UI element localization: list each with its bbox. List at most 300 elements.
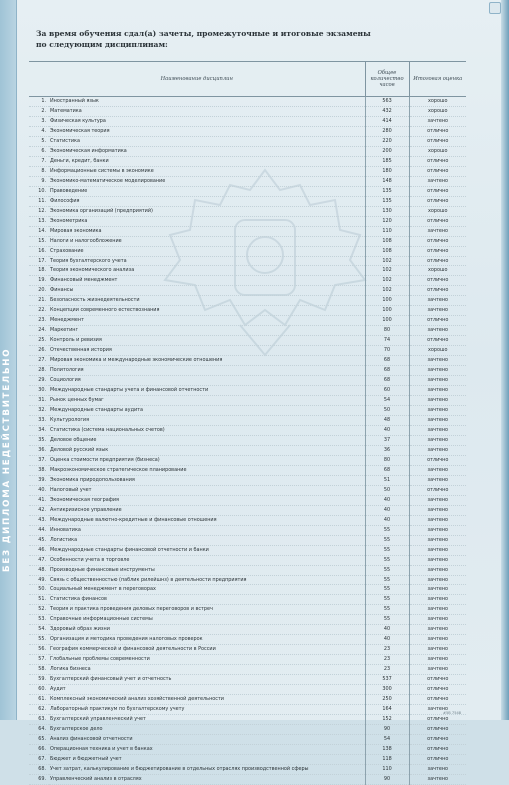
- hours-value: 37: [365, 435, 409, 445]
- hours-value: 300: [365, 685, 409, 695]
- table-row: [29, 685, 466, 695]
- hours-value: 54: [365, 396, 409, 406]
- subject-name: Комплексный экономический анализ хозяйственной деятельности: [49, 695, 365, 705]
- hours-value: 23: [365, 645, 409, 655]
- subject-name: Отечественная история: [49, 346, 365, 356]
- table-row: [29, 326, 466, 336]
- row-number: 3.: [29, 116, 49, 126]
- subject-name: Философия: [49, 196, 365, 206]
- subject-name: Теория и практика проведения деловых переговоров и встреч: [49, 605, 365, 615]
- hours-value: 138: [365, 744, 409, 754]
- row-number: 5.: [29, 136, 49, 146]
- row-number: 46.: [29, 545, 49, 555]
- grade-value: зачтено: [409, 326, 466, 336]
- hours-value: 60: [365, 386, 409, 396]
- table-row: [29, 416, 466, 426]
- table-row: [29, 625, 466, 635]
- grade-value: зачтено: [409, 376, 466, 386]
- row-number: 43.: [29, 515, 49, 525]
- hours-value: 55: [365, 555, 409, 565]
- subject-name: География коммерческой и финансовой деятельности в России: [49, 645, 365, 655]
- row-number: 56.: [29, 645, 49, 655]
- row-number: 16.: [29, 246, 49, 256]
- table-row: [29, 156, 466, 166]
- table-row: [29, 595, 466, 605]
- hours-value: 55: [365, 535, 409, 545]
- form-code: #5В 7548: [443, 711, 462, 715]
- grades-table: [29, 61, 466, 785]
- subject-name: Математика: [49, 106, 365, 116]
- hours-value: 55: [365, 525, 409, 535]
- table-row: [29, 465, 466, 475]
- table-row: [29, 136, 466, 146]
- row-number: 31.: [29, 396, 49, 406]
- grade-value: отлично: [409, 485, 466, 495]
- row-number: 26.: [29, 346, 49, 356]
- subject-name: Экономическая география: [49, 495, 365, 505]
- subject-name: Учет затрат, калькулирование и бюджетирование в отдельных отраслях производственной сферы: [49, 764, 365, 774]
- hours-value: 74: [365, 336, 409, 346]
- table-row: [29, 336, 466, 346]
- grade-value: зачтено: [409, 555, 466, 565]
- table-row: [29, 695, 466, 705]
- grade-value: отлично: [409, 725, 466, 735]
- hours-value: 70: [365, 346, 409, 356]
- hours-value: 40: [365, 425, 409, 435]
- table-row: [29, 535, 466, 545]
- grades-table-body: [29, 97, 466, 785]
- grade-value: отлично: [409, 256, 466, 266]
- hours-value: 55: [365, 615, 409, 625]
- table-row: [29, 97, 466, 107]
- hours-value: 563: [365, 97, 409, 107]
- row-number: 52.: [29, 605, 49, 615]
- row-number: 28.: [29, 366, 49, 376]
- hours-value: 110: [365, 226, 409, 236]
- row-number: 39.: [29, 475, 49, 485]
- hours-value: 23: [365, 665, 409, 675]
- table-row: [29, 356, 466, 366]
- grade-value: отлично: [409, 196, 466, 206]
- row-number: 55.: [29, 635, 49, 645]
- table-row: [29, 296, 466, 306]
- grade-value: зачтено: [409, 535, 466, 545]
- row-number: 53.: [29, 615, 49, 625]
- subject-name: Деловой русский язык: [49, 445, 365, 455]
- row-number: 34.: [29, 425, 49, 435]
- table-row: [29, 455, 466, 465]
- grade-value: зачтено: [409, 425, 466, 435]
- row-number: 27.: [29, 356, 49, 366]
- table-row: [29, 605, 466, 615]
- hours-value: 185: [365, 156, 409, 166]
- table-row: [29, 585, 466, 595]
- hours-value: 50: [365, 485, 409, 495]
- grade-value: зачтено: [409, 635, 466, 645]
- grade-value: хорошо: [409, 206, 466, 216]
- subject-name: Финансовый менеджмент: [49, 276, 365, 286]
- subject-name: Особенности учета в торговле: [49, 555, 365, 565]
- subject-name: Международные валютно-кредитные и финансовые отношения: [49, 515, 365, 525]
- grade-value: отлично: [409, 685, 466, 695]
- table-row: [29, 665, 466, 675]
- grade-value: зачтено: [409, 705, 466, 715]
- grade-value: отлично: [409, 286, 466, 296]
- table-row: [29, 774, 466, 784]
- table-row: [29, 286, 466, 296]
- grade-value: отлично: [409, 675, 466, 685]
- grade-value: зачтено: [409, 575, 466, 585]
- row-number: 63.: [29, 715, 49, 725]
- subject-name: Мировая экономика: [49, 226, 365, 236]
- hours-value: 40: [365, 515, 409, 525]
- table-row: [29, 555, 466, 565]
- row-number: 35.: [29, 435, 49, 445]
- row-number: 54.: [29, 625, 49, 635]
- hours-value: 110: [365, 764, 409, 774]
- subject-name: Культурология: [49, 416, 365, 426]
- row-number: 65.: [29, 735, 49, 745]
- hours-value: 135: [365, 186, 409, 196]
- heading-line-1: За время обучения сдал(а) зачеты, промежуточные и итоговые экзамены: [36, 29, 371, 38]
- table-row: [29, 635, 466, 645]
- subject-name: Страхование: [49, 246, 365, 256]
- grade-value: отлично: [409, 754, 466, 764]
- grade-value: отлично: [409, 236, 466, 246]
- grade-value: зачтено: [409, 465, 466, 475]
- grade-value: зачтено: [409, 645, 466, 655]
- hours-value: 40: [365, 495, 409, 505]
- hours-value: 68: [365, 366, 409, 376]
- row-number: 58.: [29, 665, 49, 675]
- grade-value: зачтено: [409, 625, 466, 635]
- subject-name: Инноватика: [49, 525, 365, 535]
- table-row: [29, 655, 466, 665]
- row-number: 60.: [29, 685, 49, 695]
- table-row: [29, 196, 466, 206]
- subject-name: Бухгалтерский управленческий учет: [49, 715, 365, 725]
- grade-value: хорошо: [409, 146, 466, 156]
- subject-name: Международные стандарты аудита: [49, 406, 365, 416]
- table-row: [29, 735, 466, 745]
- table-row: [29, 575, 466, 585]
- subject-name: Антикризисное управление: [49, 505, 365, 515]
- subject-name: Глобальные проблемы современности: [49, 655, 365, 665]
- row-number: 6.: [29, 146, 49, 156]
- column-header-name: Наименование дисциплин: [29, 62, 365, 97]
- grade-value: отлично: [409, 186, 466, 196]
- hours-value: 130: [365, 206, 409, 216]
- table-row: [29, 316, 466, 326]
- subject-name: Экономико-математическое моделирование: [49, 176, 365, 186]
- grade-value: зачтено: [409, 495, 466, 505]
- subject-name: Бухгалтерское дело: [49, 725, 365, 735]
- hours-value: 250: [365, 695, 409, 705]
- row-number: 50.: [29, 585, 49, 595]
- hours-value: 55: [365, 545, 409, 555]
- column-header-grade: Итоговая оценка: [409, 62, 466, 97]
- row-number: 9.: [29, 176, 49, 186]
- hours-value: 102: [365, 256, 409, 266]
- hours-value: 280: [365, 126, 409, 136]
- grade-value: зачтено: [409, 366, 466, 376]
- subject-name: Международные стандарты учета и финансовой отчетности: [49, 386, 365, 396]
- subject-name: Мировая экономика и международные экономические отношения: [49, 356, 365, 366]
- hours-value: 51: [365, 475, 409, 485]
- subject-name: Менеджмент: [49, 316, 365, 326]
- row-number: 2.: [29, 106, 49, 116]
- table-row: [29, 744, 466, 754]
- table-row: [29, 226, 466, 236]
- grade-value: отлично: [409, 276, 466, 286]
- hours-value: 36: [365, 445, 409, 455]
- subject-name: Социальный менеджмент в переговорах: [49, 585, 365, 595]
- hours-value: 100: [365, 296, 409, 306]
- subject-name: Экономика природопользования: [49, 475, 365, 485]
- table-row: [29, 376, 466, 386]
- subject-name: Контроль и ревизия: [49, 336, 365, 346]
- hours-value: 414: [365, 116, 409, 126]
- hours-value: 108: [365, 246, 409, 256]
- grade-value: зачтено: [409, 116, 466, 126]
- subject-name: Операционная техника и учет в банках: [49, 744, 365, 754]
- table-row: [29, 505, 466, 515]
- table-row: [29, 515, 466, 525]
- subject-name: Иностранный язык: [49, 97, 365, 107]
- table-row: [29, 146, 466, 156]
- row-number: 36.: [29, 445, 49, 455]
- row-number: 38.: [29, 465, 49, 475]
- row-number: 42.: [29, 505, 49, 515]
- row-number: 69.: [29, 774, 49, 784]
- row-number: 61.: [29, 695, 49, 705]
- hours-value: 90: [365, 725, 409, 735]
- row-number: 19.: [29, 276, 49, 286]
- row-number: 29.: [29, 376, 49, 386]
- sidebar-warning-text: БЕЗ ДИПЛОМА НЕДЕЙСТВИТЕЛЬНО: [2, 347, 12, 573]
- hours-value: 68: [365, 356, 409, 366]
- hours-value: 55: [365, 575, 409, 585]
- hours-value: 80: [365, 326, 409, 336]
- grade-value: хорошо: [409, 97, 466, 107]
- table-row: [29, 725, 466, 735]
- subject-name: Макроэкономическое стратегическое планирование: [49, 465, 365, 475]
- grade-value: хорошо: [409, 346, 466, 356]
- subject-name: Теория бухгалтерского учета: [49, 256, 365, 266]
- grade-value: зачтено: [409, 416, 466, 426]
- subject-name: Информационные системы в экономике: [49, 166, 365, 176]
- table-row: [29, 216, 466, 226]
- table-row: [29, 166, 466, 176]
- hours-value: 220: [365, 136, 409, 146]
- subject-name: Организация и методика проведения налоговых проверок: [49, 635, 365, 645]
- subject-name: Физическая культура: [49, 116, 365, 126]
- column-header-hours: Общее количество часов: [365, 62, 409, 97]
- corner-mark: [489, 2, 501, 14]
- grade-value: отлично: [409, 695, 466, 705]
- table-row: [29, 715, 466, 725]
- grades-table-header: [29, 62, 466, 97]
- grade-value: зачтено: [409, 525, 466, 535]
- subject-name: Теория экономического анализа: [49, 266, 365, 276]
- hours-value: 180: [365, 166, 409, 176]
- row-number: 66.: [29, 744, 49, 754]
- grade-value: зачтено: [409, 386, 466, 396]
- table-row: [29, 764, 466, 774]
- hours-value: 40: [365, 625, 409, 635]
- grade-value: зачтено: [409, 665, 466, 675]
- hours-value: 102: [365, 276, 409, 286]
- grade-value: зачтено: [409, 475, 466, 485]
- row-number: 40.: [29, 485, 49, 495]
- hours-value: 100: [365, 316, 409, 326]
- grade-value: зачтено: [409, 764, 466, 774]
- grade-value: зачтено: [409, 435, 466, 445]
- hours-value: 40: [365, 635, 409, 645]
- table-row: [29, 615, 466, 625]
- hours-value: 68: [365, 376, 409, 386]
- row-number: 23.: [29, 316, 49, 326]
- hours-value: 23: [365, 655, 409, 665]
- row-number: 44.: [29, 525, 49, 535]
- subject-name: Лабораторный практикум по бухгалтерскому учету: [49, 705, 365, 715]
- grade-value: отлично: [409, 735, 466, 745]
- grade-value: отлично: [409, 336, 466, 346]
- grade-value: отлично: [409, 744, 466, 754]
- table-row: [29, 306, 466, 316]
- subject-name: Бюджет и бюджетный учет: [49, 754, 365, 764]
- subject-name: Эконометрика: [49, 216, 365, 226]
- row-number: 10.: [29, 186, 49, 196]
- row-number: 4.: [29, 126, 49, 136]
- grade-value: отлично: [409, 216, 466, 226]
- grade-value: отлично: [409, 126, 466, 136]
- subject-name: Финансы: [49, 286, 365, 296]
- hours-value: 108: [365, 236, 409, 246]
- hours-value: 102: [365, 266, 409, 276]
- grade-value: зачтено: [409, 515, 466, 525]
- table-row: [29, 116, 466, 126]
- row-number: 14.: [29, 226, 49, 236]
- hours-value: 54: [365, 735, 409, 745]
- subject-name: Международные стандарты финансовой отчетности и банки: [49, 545, 365, 555]
- hours-value: 90: [365, 774, 409, 784]
- table-row: [29, 545, 466, 555]
- table-row: [29, 525, 466, 535]
- subject-name: Логистика: [49, 535, 365, 545]
- grade-value: зачтено: [409, 396, 466, 406]
- row-number: 18.: [29, 266, 49, 276]
- hours-value: 135: [365, 196, 409, 206]
- grade-value: отлично: [409, 715, 466, 725]
- grade-value: зачтено: [409, 595, 466, 605]
- hours-value: 68: [365, 465, 409, 475]
- table-row: [29, 485, 466, 495]
- subject-name: Деньги, кредит, банки: [49, 156, 365, 166]
- row-number: 21.: [29, 296, 49, 306]
- grade-value: зачтено: [409, 655, 466, 665]
- table-row: [29, 565, 466, 575]
- grade-value: зачтено: [409, 615, 466, 625]
- intro-heading: [36, 29, 456, 50]
- hours-value: 55: [365, 585, 409, 595]
- left-security-strip: [0, 0, 17, 720]
- row-number: 33.: [29, 416, 49, 426]
- table-row: [29, 236, 466, 246]
- hours-value: 118: [365, 754, 409, 764]
- row-number: 37.: [29, 455, 49, 465]
- row-number: 62.: [29, 705, 49, 715]
- grade-value: отлично: [409, 166, 466, 176]
- subject-name: Статистика (система национальных счетов): [49, 425, 365, 435]
- subject-name: Деловое общение: [49, 435, 365, 445]
- grade-value: зачтено: [409, 505, 466, 515]
- table-row: [29, 445, 466, 455]
- table-row: [29, 425, 466, 435]
- row-number: 48.: [29, 565, 49, 575]
- subject-name: Рынок ценных бумаг: [49, 396, 365, 406]
- table-row: [29, 176, 466, 186]
- hours-value: 55: [365, 595, 409, 605]
- row-number: 59.: [29, 675, 49, 685]
- subject-name: Логика бизнеса: [49, 665, 365, 675]
- row-number: 13.: [29, 216, 49, 226]
- grade-value: зачтено: [409, 545, 466, 555]
- grade-value: отлично: [409, 246, 466, 256]
- subject-name: Оценка стоимости предприятия (бизнеса): [49, 455, 365, 465]
- table-row: [29, 186, 466, 196]
- grade-value: хорошо: [409, 106, 466, 116]
- table-row: [29, 406, 466, 416]
- subject-name: Налоговый учет: [49, 485, 365, 495]
- table-row: [29, 475, 466, 485]
- hours-value: 55: [365, 605, 409, 615]
- row-number: 15.: [29, 236, 49, 246]
- row-number: 30.: [29, 386, 49, 396]
- hours-value: 152: [365, 715, 409, 725]
- row-number: 8.: [29, 166, 49, 176]
- table-row: [29, 206, 466, 216]
- table-row: [29, 366, 466, 376]
- subject-name: Аудит: [49, 685, 365, 695]
- table-row: [29, 256, 466, 266]
- subject-name: Производные финансовые инструменты: [49, 565, 365, 575]
- subject-name: Политология: [49, 366, 365, 376]
- subject-name: Статистика финансов: [49, 595, 365, 605]
- hours-value: 164: [365, 705, 409, 715]
- row-number: 12.: [29, 206, 49, 216]
- subject-name: Здоровый образ жизни: [49, 625, 365, 635]
- grade-value: отлично: [409, 136, 466, 146]
- table-row: [29, 705, 466, 715]
- subject-name: Бухгалтерский финансовый учет и отчетность: [49, 675, 365, 685]
- right-page-edge: [501, 0, 509, 720]
- subject-name: Анализ финансовой отчетности: [49, 735, 365, 745]
- table-row: [29, 495, 466, 505]
- hours-value: 100: [365, 306, 409, 316]
- grade-value: зачтено: [409, 356, 466, 366]
- grade-value: зачтено: [409, 306, 466, 316]
- grade-value: зачтено: [409, 565, 466, 575]
- hours-value: 40: [365, 505, 409, 515]
- table-row: [29, 126, 466, 136]
- row-number: 20.: [29, 286, 49, 296]
- heading-line-2: по следующим дисциплинам:: [36, 39, 168, 49]
- row-number: 64.: [29, 725, 49, 735]
- subject-name: Связь с общественностью (паблик рилейшнз) в деятельности предприятия: [49, 575, 365, 585]
- grade-value: зачтено: [409, 774, 466, 784]
- row-number: 25.: [29, 336, 49, 346]
